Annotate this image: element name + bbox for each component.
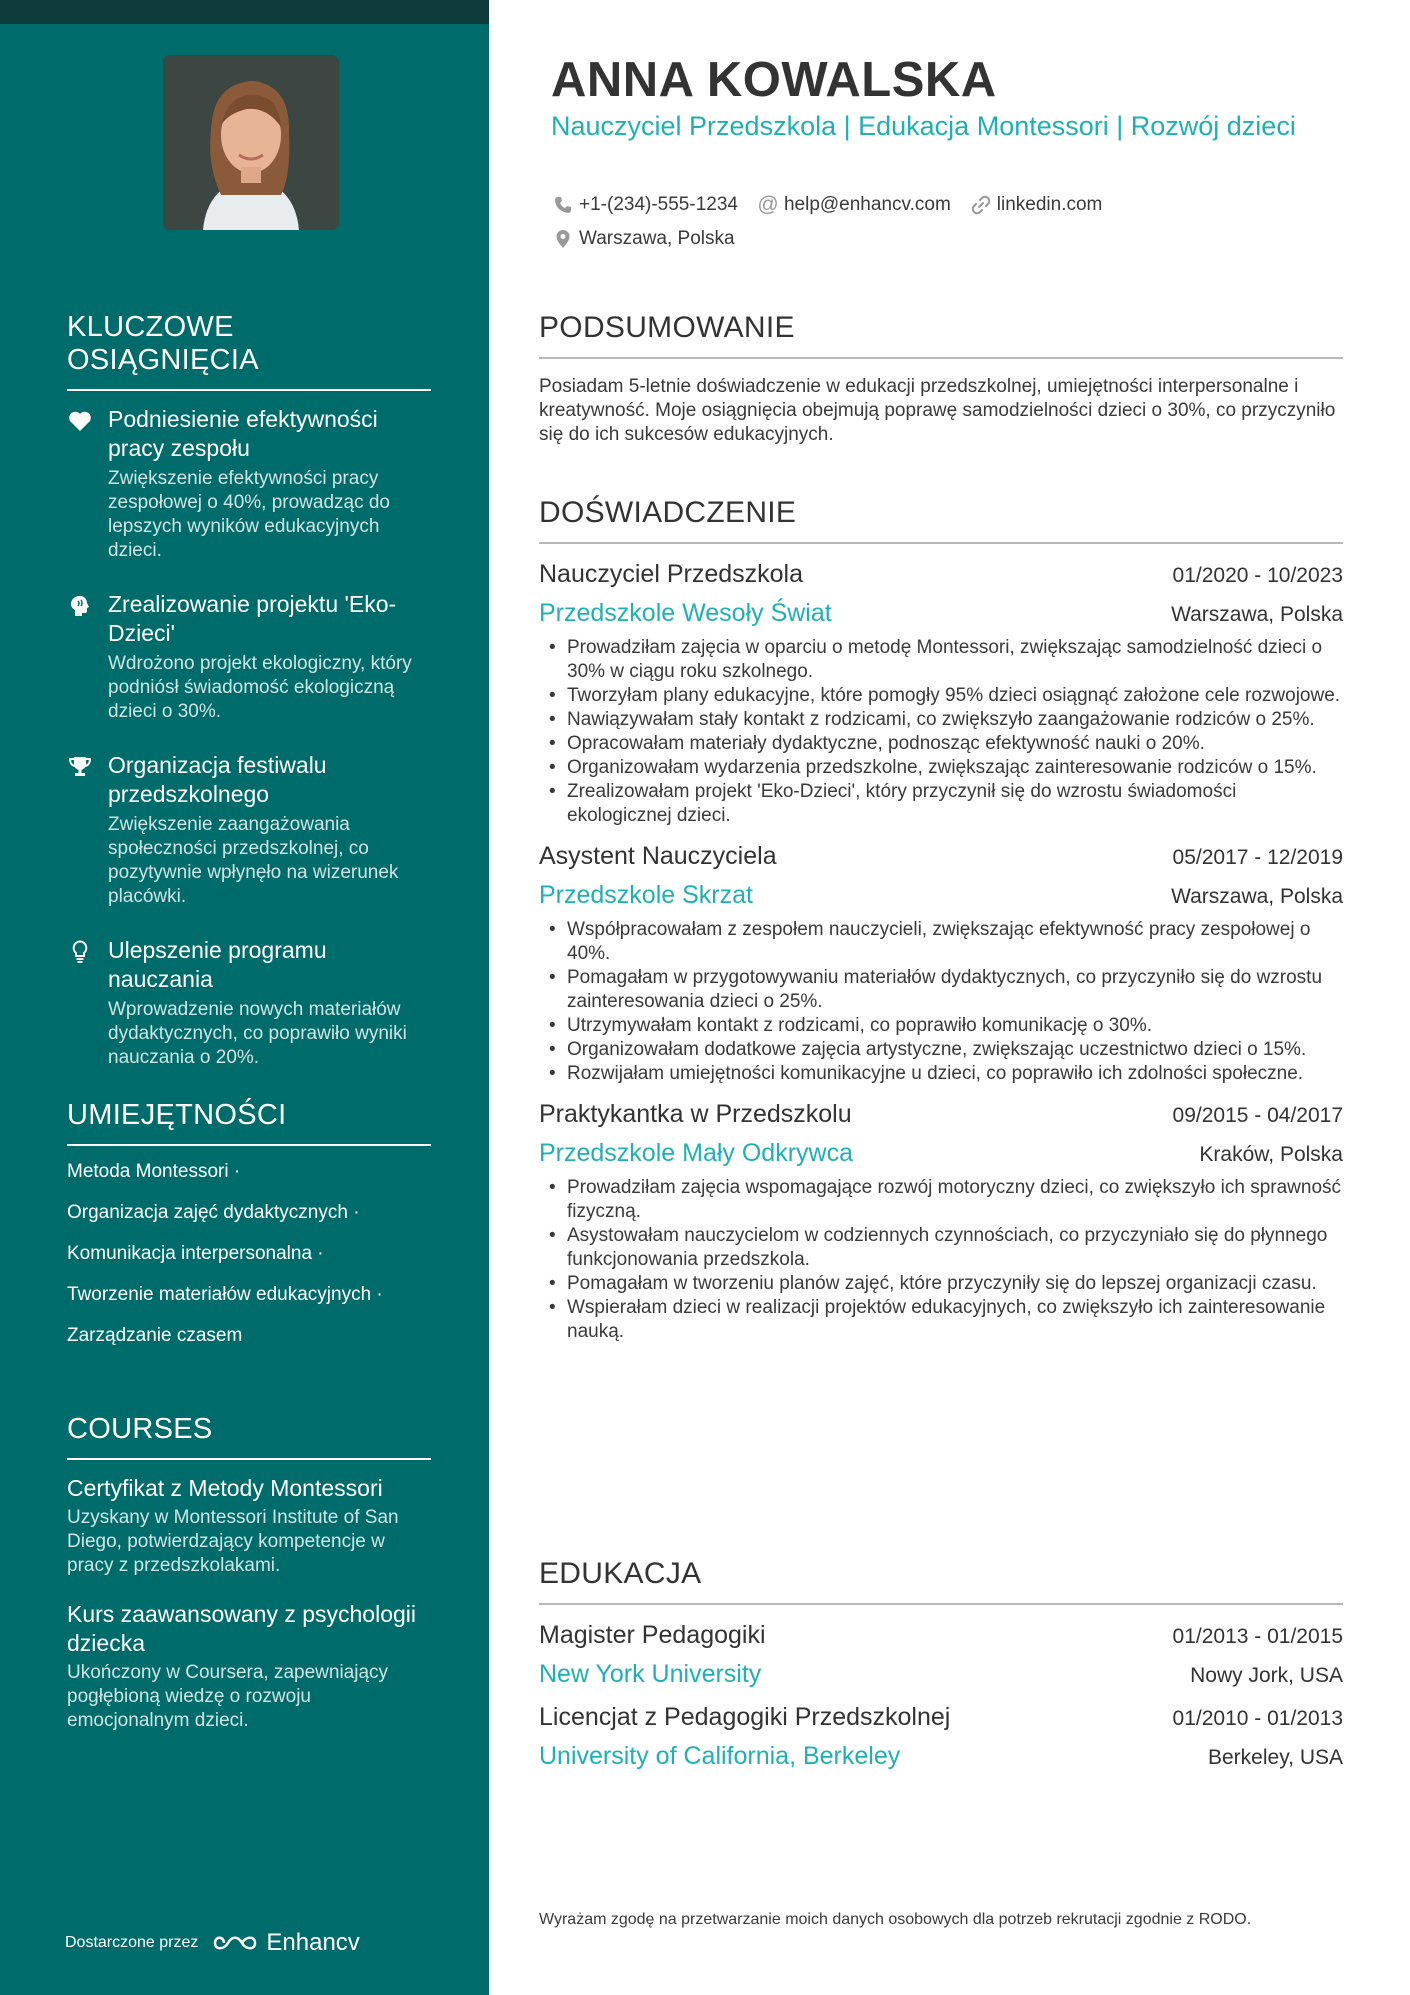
experience-section <box>539 496 1343 1358</box>
lightbulb-icon <box>67 939 93 965</box>
job-dates: 05/2017 - 12/2019 <box>1172 846 1343 869</box>
bullet-item: • Utrzymywałam kontakt z rodzicami, co poprawiło komunikację o 30%. <box>539 1014 1343 1038</box>
job-bullets <box>539 636 1343 828</box>
job-bullets <box>539 1176 1343 1344</box>
company-name: Przedszkole Mały Odkrywca <box>539 1139 853 1167</box>
job-bullets <box>539 918 1343 1086</box>
bullet-item: • Współpracowałam z zespołem nauczycieli, zwiększając efektywność pracy zespołowej o 40%. <box>539 918 1343 966</box>
job-location: Kraków, Polska <box>1199 1143 1343 1166</box>
achievement-title: Zrealizowanie projektu 'Eko-Dzieci' <box>108 591 397 646</box>
phone-text: +1-(234)-555-1234 <box>579 194 738 215</box>
course-title: Kurs zaawansowany z psychologii dziecka <box>67 1601 417 1656</box>
bullet-item: • Prowadziłam zajęcia w oparciu o metodę Montessori, zwiększając samodzielność dzieci o 30% w ciągu roku szkolnego. <box>539 636 1343 684</box>
education-entry <box>539 1621 1343 1689</box>
email-contact[interactable] <box>758 194 951 216</box>
school-name: New York University <box>539 1660 762 1688</box>
sidebar <box>0 0 489 1995</box>
bullet-item: • Pomagałam w przygotowywaniu materiałów dydaktycznych, co przyczyniło się do wzrostu zainteresowania dzieci o 25%. <box>539 966 1343 1014</box>
courses-section <box>67 1413 431 1755</box>
job-location: Warszawa, Polska <box>1171 885 1343 908</box>
email-text: help@enhancv.com <box>783 194 951 215</box>
skills-section <box>67 1099 431 1365</box>
degree-title: Magister Pedagogiki <box>539 1621 766 1649</box>
skill-item: Komunikacja interpersonalna · <box>67 1243 324 1264</box>
job-title: Nauczyciel Przedszkola <box>539 560 803 588</box>
course-desc: Ukończony w Coursera, zapewniający pogłębioną wiedzę o rozwoju emocjonalnym dzieci. <box>67 1662 389 1731</box>
at-icon: @ <box>757 193 779 216</box>
achievement-desc: Wprowadzenie nowych materiałów dydaktycznych, co poprawiło wyniki nauczania o 20%. <box>108 999 407 1068</box>
bullet-item: • Asystowałam nauczycielom w codziennych czynnościach, co przyczyniało się do płynnego funkcjonowania przedszkola. <box>539 1224 1343 1272</box>
powered-by <box>65 1929 360 1957</box>
linkedin-text: linkedin.com <box>996 194 1103 215</box>
education-entry <box>539 1703 1343 1771</box>
link-icon <box>971 195 991 215</box>
degree-title: Licencjat z Pedagogiki Przedszkolnej <box>539 1703 951 1731</box>
brand-name: Enhancv <box>266 1929 360 1956</box>
achievement-title: Podniesienie efektywności pracy zespołu <box>108 406 378 461</box>
education-heading: EDUKACJA <box>539 1557 1343 1605</box>
skill-item: Zarządzanie czasem <box>67 1325 243 1346</box>
bullet-item: • Nawiązywałam stały kontakt z rodzicami, co zwiększyło zaangażowanie rodziców o 25%. <box>539 708 1343 732</box>
education-dates: 01/2010 - 01/2013 <box>1172 1707 1343 1730</box>
achievement-title: Organizacja festiwalu przedszkolnego <box>108 752 327 807</box>
location-contact <box>553 228 735 250</box>
achievement-desc: Zwiększenie zaangażowania społeczności przedszkolnej, co pozytywnie wpłynęło na wizerunek placówki. <box>108 814 399 907</box>
course-item <box>67 1474 431 1578</box>
powered-by-label: Dostarczone przez <box>65 1934 199 1951</box>
phone-contact[interactable] <box>553 194 738 216</box>
bullet-item: • Zrealizowałam projekt 'Eko-Dzieci', który przyczynił się do wzrostu świadomości ekologicznej dzieci. <box>539 780 1343 828</box>
job-title: Praktykantka w Przedszkolu <box>539 1100 852 1128</box>
company-name: Przedszkole Skrzat <box>539 881 753 909</box>
company-name: Przedszkole Wesoły Świat <box>539 599 832 627</box>
course-title: Certyfikat z Metody Montessori <box>67 1475 383 1501</box>
linkedin-contact[interactable] <box>971 194 1103 216</box>
course-desc: Uzyskany w Montessori Institute of San Diego, potwierdzający kompetencje w pracy z przedszkolakami. <box>67 1507 399 1576</box>
gdpr-consent: Wyrażam zgodę na przetwarzanie moich danych osobowych dla potrzeb rekrutacji zgodnie z RODO. <box>539 1911 1252 1928</box>
job-location: Warszawa, Polska <box>1171 603 1343 626</box>
experience-heading: DOŚWIADCZENIE <box>539 496 1343 544</box>
job-dates: 01/2020 - 10/2023 <box>1172 564 1343 587</box>
brain-icon <box>67 593 93 619</box>
education-dates: 01/2013 - 01/2015 <box>1172 1625 1343 1648</box>
job-title: Asystent Nauczyciela <box>539 842 777 870</box>
skills-heading: UMIEJĘTNOŚCI <box>67 1099 431 1146</box>
contact-info <box>553 194 1313 262</box>
job-dates: 09/2015 - 04/2017 <box>1172 1104 1343 1127</box>
courses-heading: COURSES <box>67 1413 431 1460</box>
achievement-title: Ulepszenie programu nauczania <box>108 937 327 992</box>
achievement-item <box>67 590 431 724</box>
phone-icon <box>553 195 573 215</box>
summary-section <box>539 311 1343 447</box>
education-section <box>539 1557 1343 1785</box>
course-item <box>67 1600 431 1733</box>
education-location: Berkeley, USA <box>1208 1746 1343 1769</box>
sidebar-top-bar <box>0 0 489 24</box>
school-name: University of California, Berkeley <box>539 1742 901 1770</box>
bullet-item: • Rozwijałam umiejętności komunikacyjne u dzieci, co poprawiło ich zdolności społeczne. <box>539 1062 1343 1086</box>
location-text: Warszawa, Polska <box>579 228 735 249</box>
skill-item: Metoda Montessori · <box>67 1161 241 1182</box>
heart-icon <box>67 408 93 434</box>
achievement-desc: Zwiększenie efektywności pracy zespołowej o 40%, prowadząc do lepszych wyników edukacyjnych dzieci. <box>108 468 391 561</box>
job-entry <box>539 1100 1343 1344</box>
infinity-icon <box>212 1932 258 1954</box>
bullet-item: • Prowadziłam zajęcia wspomagające rozwój motoryczny dzieci, co zwiększyło ich sprawność fizyczną. <box>539 1176 1343 1224</box>
achievements-heading: KLUCZOWE OSIĄGNIĘCIA <box>67 311 431 391</box>
summary-text: Posiadam 5-letnie doświadczenie w edukacji przedszkolnej, umiejętności interpersonalne i kreatywność. Moje osiągnięcia obejmują poprawę samodzielności dzieci o 30%, co przyczyniło się do ich sukcesów edukacyjnych. <box>539 376 1336 445</box>
bullet-item: • Wspierałam dzieci w realizacji projektów edukacyjnych, co zwiększyło ich zainteresowanie nauką. <box>539 1296 1343 1344</box>
bullet-item: • Organizowałam wydarzenia przedszkolne, zwiększając zainteresowanie rodziców o 15%. <box>539 756 1343 780</box>
brand-logo[interactable] <box>212 1929 359 1957</box>
skill-item: Organizacja zajęć dydaktycznych · <box>67 1202 360 1223</box>
trophy-icon <box>67 754 93 780</box>
achievement-item <box>67 751 431 909</box>
bullet-item: • Pomagałam w tworzeniu planów zajęć, które przyczyniły się do lepszej organizacji czasu. <box>539 1272 1343 1296</box>
education-location: Nowy Jork, USA <box>1190 1664 1343 1687</box>
candidate-name: ANNA KOWALSKA <box>551 53 997 107</box>
location-pin-icon <box>553 229 573 249</box>
candidate-title: Nauczyciel Przedszkola | Edukacja Montessori | Rozwój dzieci <box>551 111 1296 141</box>
achievement-item <box>67 405 431 563</box>
skill-item: Tworzenie materiałów edukacyjnych · <box>67 1284 383 1305</box>
profile-photo <box>163 55 339 230</box>
bullet-item: • Opracowałam materiały dydaktyczne, podnosząc efektywność nauki o 20%. <box>539 732 1343 756</box>
achievement-desc: Wdrożono projekt ekologiczny, który podniósł świadomość ekologiczną dzieci o 30%. <box>108 653 412 722</box>
achievements-section <box>67 311 431 1097</box>
bullet-item: • Organizowałam dodatkowe zajęcia artystyczne, zwiększając uczestnictwo dzieci o 15%. <box>539 1038 1343 1062</box>
summary-heading: PODSUMOWANIE <box>539 311 1343 359</box>
job-entry <box>539 842 1343 1086</box>
achievement-item <box>67 936 431 1070</box>
bullet-item: • Tworzyłam plany edukacyjne, które pomogły 95% dzieci osiągnąć założone cele rozwojowe. <box>539 684 1343 708</box>
job-entry <box>539 560 1343 828</box>
